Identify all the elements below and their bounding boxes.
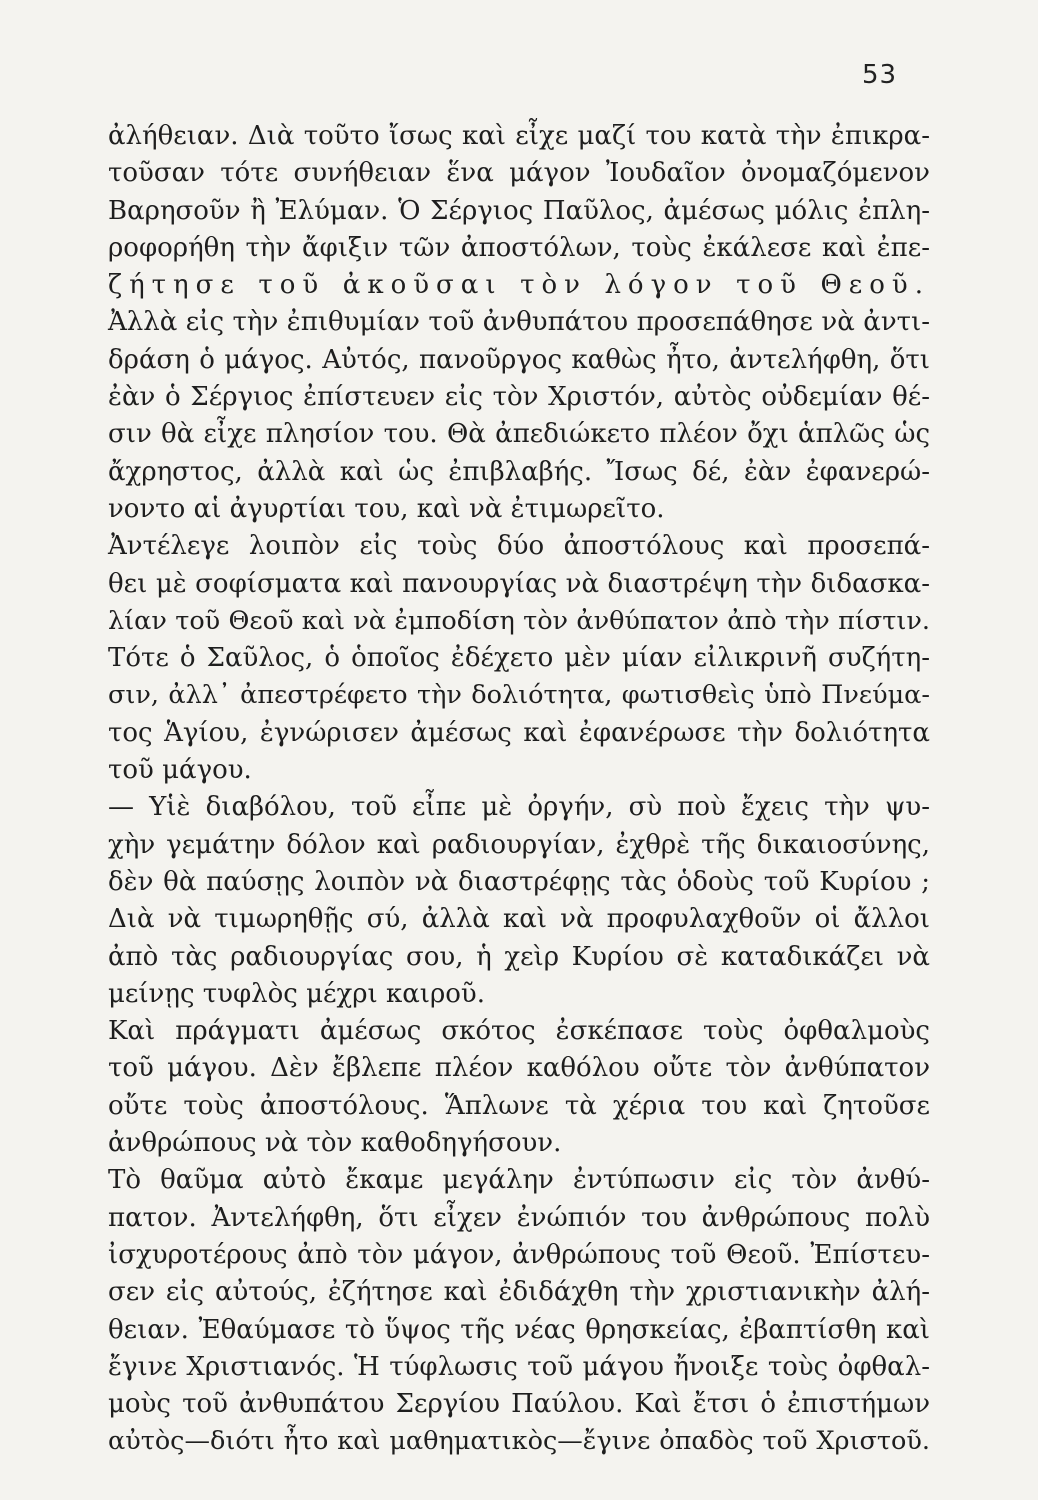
text-line: αὐτὸς—διότι ἦτο καὶ μαθηματικὸς—ἔγινε ὀπαδὸς τοῦ Χριστοῦ. [108,1426,930,1457]
text-line: ἀπὸ τὰς ραδιουργίας σου, ἡ χεὶρ Κυρίου σὲ καταδικάζει νὰ [108,941,930,972]
text-line: ἄχρηστος, ἀλλὰ καὶ ὡς ἐπιβλαβής. Ἴσως δέ, ἐὰν ἐφανερώ- [108,456,930,487]
text-line: ἔγινε Χριστιανός. Ἡ τύφλωσις τοῦ μάγου ἤνοιξε τοὺς ὀφθαλ- [108,1351,930,1382]
text-line: χὴν γεμάτην δόλον καὶ ραδιουργίαν, ἐχθρὲ τῆς δικαιοσύνης, [108,829,930,860]
text-line: θει μὲ σοφίσματα καὶ πανουργίας νὰ διαστρέψη τὴν διδασκα- [108,568,930,599]
text-line: Βαρησοῦν ἢ Ἐλύμαν. Ὁ Σέργιος Παῦλος, ἀμέσως μόλις ἐπλη- [108,195,930,226]
text-line: τοῦσαν τότε συνήθειαν ἕνα μάγον Ἰουδαῖον ὀνομαζόμενον [108,158,930,189]
text-line: θειαν. Ἐθαύμασε τὸ ὕψος τῆς νέας θρησκείας, ἐβαπτίσθη καὶ [108,1314,930,1345]
text-line: τοῦ μάγου. [108,755,252,786]
text-line: Τὸ θαῦμα αὐτὸ ἔκαμε μεγάλην ἐντύπωσιν εἰς τὸν ἀνθύ- [108,1165,930,1196]
text-line: ἐὰν ὁ Σέργιος ἐπίστευεν εἰς τὸν Χριστόν, αὐτὸς οὐδεμίαν θέ- [108,382,930,413]
text-line: μείνῃς τυφλὸς μέχρι καιροῦ. [108,978,485,1009]
text-line: ἀνθρώπους νὰ τὸν καθοδηγήσουν. [108,1128,562,1159]
text-line: πατον. Ἀντελήφθη, ὅτι εἶχεν ἐνώπιόν του ἀνθρώπους πολὺ [108,1202,930,1233]
text-line: Τότε ὁ Σαῦλος, ὁ ὁποῖος ἐδέχετο μὲν μίαν εἰλικρινῆ συζήτη- [108,643,930,674]
text-line: ἰσχυροτέρους ἀπὸ τὸν μάγον, ἀνθρώπους τοῦ Θεοῦ. Ἐπίστευ- [108,1239,930,1270]
text-line: μοὺς τοῦ ἀνθυπάτου Σεργίου Παύλου. Καὶ ἔτσι ὁ ἐπιστήμων [108,1389,930,1420]
text-line: Ἀλλὰ εἰς τὴν ἐπιθυμίαν τοῦ ἀνθυπάτου προσεπάθησε νὰ ἀντι- [108,307,930,338]
text-line: δὲν θὰ παύσῃς λοιπὸν νὰ διαστρέφῃς τὰς ὁδοὺς τοῦ Κυρίου ; [108,866,930,897]
text-line: οὔτε τοὺς ἀποστόλους. Ἅπλωνε τὰ χέρια του καὶ ζητοῦσε [108,1090,930,1121]
text-line: λίαν τοῦ Θεοῦ καὶ νὰ ἐμποδίση τὸν ἀνθύπατον ἀπὸ τὴν πίστιν. [108,605,930,636]
page-number: 53 [862,60,898,90]
text-line: σιν θὰ εἶχε πλησίον του. Θὰ ἀπεδιώκετο πλέον ὄχι ἁπλῶς ὡς [108,419,930,450]
text-line: — Υἱὲ διαβόλου, τοῦ εἶπε μὲ ὀργήν, σὺ ποὺ ἔχεις τὴν ψυ- [108,792,930,823]
text-line: ζήτησε τοῦ ἀκοῦσαι τὸν λόγον τοῦ Θεοῦ. [108,270,930,301]
body-text [108,118,930,1461]
text-line: τοῦ μάγου. Δὲν ἔβλεπε πλέον καθόλου οὔτε τὸν ἀνθύπατον [108,1053,930,1084]
text-line: δράση ὁ μάγος. Αὐτός, πανοῦργος καθὼς ἦτο, ἀντελήφθη, ὅτι [108,344,930,375]
text-line: σεν εἰς αὐτούς, ἐζήτησε καὶ ἐδιδάχθη τὴν χριστιανικὴν ἀλή- [108,1277,930,1308]
text-line: σιν, ἀλλ᾽ ἀπεστρέφετο τὴν δολιότητα, φωτισθεὶς ὑπὸ Πνεύμα- [108,680,930,711]
text-line: τος Ἁγίου, ἐγνώρισεν ἀμέσως καὶ ἐφανέρωσε τὴν δολιότητα [108,717,930,748]
text-line: ροφορήθη τὴν ἄφιξιν τῶν ἀποστόλων, τοὺς ἐκάλεσε καὶ ἐπε- [108,232,930,263]
text-line: Καὶ πράγματι ἀμέσως σκότος ἐσκέπασε τοὺς ὀφθαλμοὺς [108,1016,930,1047]
text-line: Διὰ νὰ τιμωρηθῇς σύ, ἀλλὰ καὶ νὰ προφυλαχθοῦν οἱ ἄλλοι [108,904,930,935]
text-line: Ἀντέλεγε λοιπὸν εἰς τοὺς δύο ἀποστόλους καὶ προσεπά- [108,531,930,562]
text-line: ἀλήθειαν. Διὰ τοῦτο ἴσως καὶ εἶχε μαζί του κατὰ τὴν ἐπικρα- [108,121,930,151]
text-line: νοντο αἱ ἀγυρτίαι του, καὶ νὰ ἐτιμωρεῖτο. [108,493,665,524]
